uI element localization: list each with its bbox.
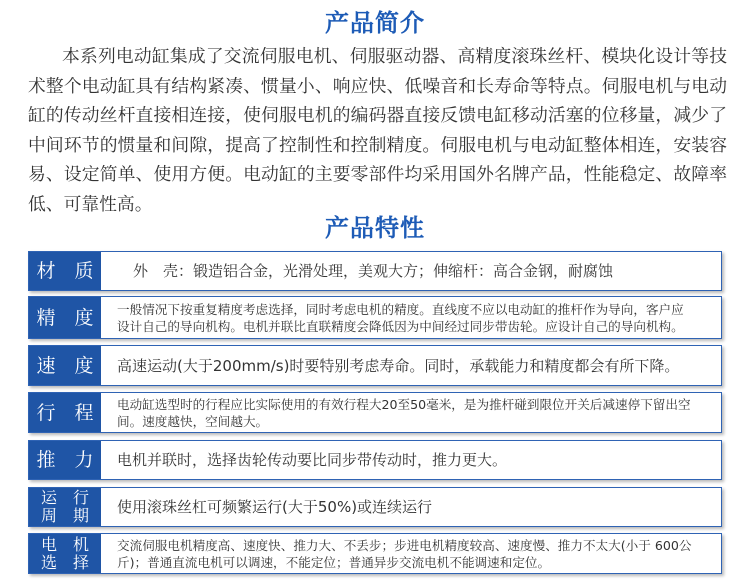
feature-content bbox=[117, 441, 715, 479]
feature-content-line: 斤)；普通直流电机可以调速，不能定位；普通异步交流电机不能调速和定位。 bbox=[117, 554, 551, 570]
intro-line: 缸的传动丝杆直接相连接，使伺服电机的编码器直接反馈电缸移动活塞的位移量，减少了 bbox=[28, 105, 727, 127]
feature-content-line: 交流伺服电机精度高、速度快、推力大、不丢步；步进电机精度较高、速度慢、推力不太大(小于 600公 bbox=[117, 537, 692, 553]
feature-content bbox=[133, 252, 715, 290]
feature-content-line: 使用滚珠丝杠可频繁运行(大于50%)或连续运行 bbox=[117, 498, 433, 516]
feature-content-line: 高速运动(大于200mm/s)时要特别考虑寿命。同时，承载能力和精度都会有所下降。 bbox=[117, 356, 680, 375]
feature-content-line: 电机并联时，选择齿轮传动要比同步带传动时，推力更大。 bbox=[117, 451, 508, 469]
feature-row-duty-cycle bbox=[28, 487, 722, 527]
feature-label bbox=[29, 297, 101, 338]
intro-paragraph bbox=[28, 42, 727, 220]
feature-content-line: 间。速度越快，空间越大。 bbox=[117, 413, 269, 429]
feature-label-text: 推 力 bbox=[36, 449, 94, 471]
feature-label-text: 周 期 bbox=[40, 506, 89, 525]
feature-content-line: 一般情况下按重复精度考虑选择，同时考虑电机的精度。直线度不应以电动缸的推杆作为导向，客户应 bbox=[117, 301, 684, 317]
feature-row-speed bbox=[28, 345, 722, 386]
feature-content-line: 电动缸选型时的行程应比实际使用的有效行程大20至50毫米，是为推杆碰到限位开关后减速停下留出空 bbox=[117, 396, 691, 412]
feature-row-material bbox=[28, 251, 722, 291]
features-title: 产品特性 bbox=[325, 214, 425, 242]
feature-label bbox=[29, 488, 101, 526]
feature-label bbox=[29, 393, 101, 432]
feature-label bbox=[29, 252, 101, 290]
intro-title: 产品简介 bbox=[325, 9, 425, 37]
feature-content bbox=[117, 534, 715, 573]
feature-row-thrust bbox=[28, 440, 722, 480]
intro-line: 低、可靠性高。 bbox=[28, 193, 153, 215]
intro-line: 中间环节的惯量和间隙，提高了控制性和控制精度。伺服电机与电动缸整体相连，安装容 bbox=[28, 134, 727, 156]
feature-label bbox=[29, 441, 101, 479]
feature-label-text: 精 度 bbox=[36, 306, 94, 329]
feature-label-text: 行 程 bbox=[36, 401, 94, 424]
feature-content bbox=[117, 297, 715, 338]
feature-content-line: 外 壳：锻造铝合金，光滑处理，美观大方；伸缩杆：高合金钢，耐腐蚀 bbox=[133, 262, 614, 280]
feature-content bbox=[117, 346, 715, 385]
feature-label-text: 选 择 bbox=[40, 552, 89, 572]
feature-label-text: 运 行 bbox=[40, 488, 89, 507]
intro-line: 易、设定简单、使用方便。电动缸的主要零部件均采用国外名牌产品，性能稳定、故障率 bbox=[28, 164, 727, 186]
feature-label bbox=[29, 534, 101, 573]
feature-content bbox=[117, 393, 715, 432]
feature-label bbox=[29, 346, 101, 385]
feature-label-text: 电 机 bbox=[40, 534, 89, 554]
intro-line: 本系列电动缸集成了交流伺服电机、伺服驱动器、高精度滚珠丝杆、模块化设计等技 bbox=[62, 46, 727, 67]
feature-label-text: 材 质 bbox=[36, 260, 94, 282]
feature-content-line: 设计自己的导向机构。电机并联比直联精度会降低因为中间经过同步带齿轮。应设计自己的导向机构。 bbox=[117, 318, 684, 334]
feature-content bbox=[117, 488, 715, 526]
feature-label-text: 速 度 bbox=[36, 354, 94, 377]
intro-line: 术整个电动缸具有结构紧凑、惯量小、响应快、低噪音和长寿命等特点。伺服电机与电动 bbox=[28, 75, 727, 97]
feature-row-motor-selection bbox=[28, 533, 722, 574]
feature-row-stroke bbox=[28, 392, 722, 433]
feature-row-precision bbox=[28, 296, 722, 339]
